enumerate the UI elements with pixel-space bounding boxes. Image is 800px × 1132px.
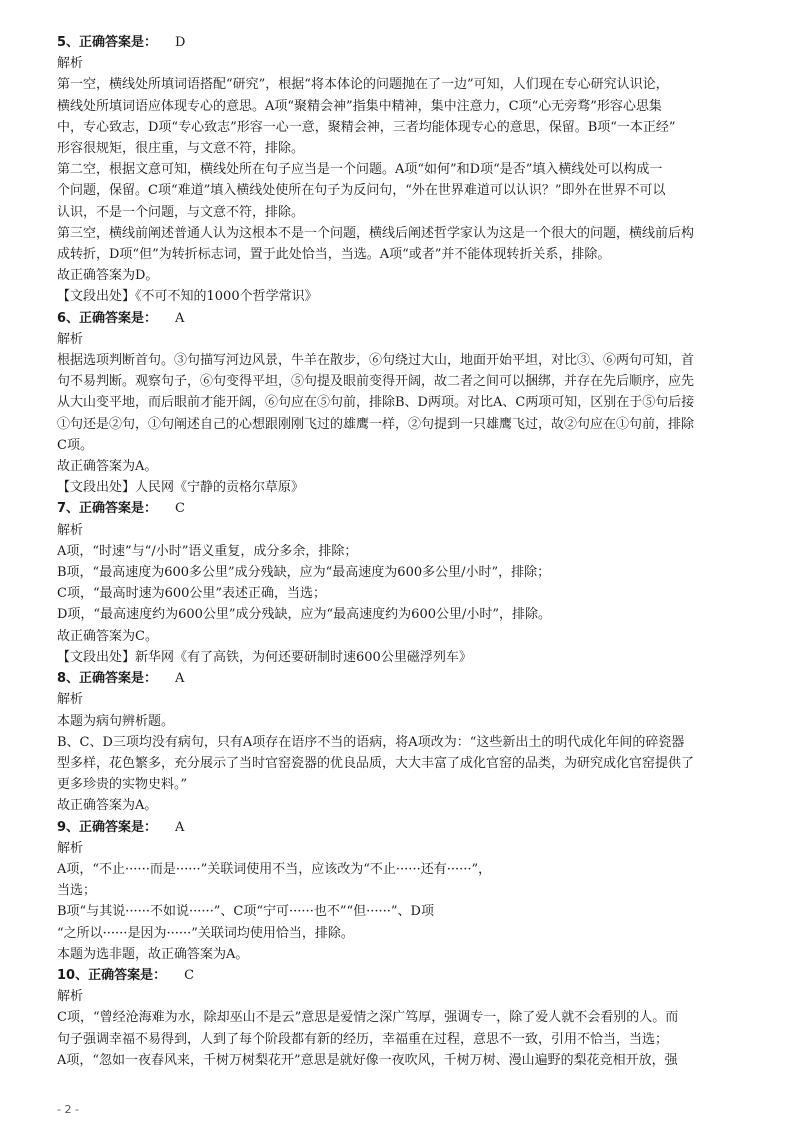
text-line: D项，“最高速度约为600公里”成分残缺，应为“最高速度约为600公里/小时”，排除。 [57, 607, 552, 623]
answer-heading-label: 6、正确答案是： [57, 310, 158, 326]
text-line: A项，“不止······而是······”关联词使用不当，应该改为“不止······还有······”， [57, 861, 492, 877]
answer-heading [57, 498, 757, 519]
answer-letter: A [175, 310, 185, 326]
text-line: 故正确答案为A。 [57, 798, 158, 814]
text-line: 【文段出处】《不可不知的1000个哲学常识》 [57, 289, 318, 305]
answer-heading-label: 7、正确答案是： [57, 501, 158, 517]
text-line: 故正确答案为A。 [57, 459, 158, 475]
answer-letter: C [184, 967, 195, 983]
analysis-label: 解析 [57, 331, 84, 347]
analysis-label: 解析 [57, 989, 84, 1005]
text-line: 第二空，根据文意可知，横线处所在句子应当是一个问题。A项“如何”和D项“是否”填入横线处可以构成一 [57, 162, 663, 178]
text-line: 句不易判断。观察句子，⑥句变得平坦，⑤句提及眼前变得开阔，故二者之间可以捆绑，并存在先后顺序，应先 [57, 374, 695, 390]
text-line: ①句还是②句，①句阐述自己的心想跟刚刚飞过的雄鹰一样，②句提到一只雄鹰飞过，故②句应在①句前，排除 [57, 416, 695, 432]
answer-letter: C [175, 501, 185, 517]
answer-heading [57, 32, 757, 53]
text-line: C项，“曾经沧海难为水，除却巫山不是云”意思是爱情之深广笃厚，强调专一，除了爱人就不会看别的人。而 [57, 1010, 679, 1026]
analysis-label: 解析 [57, 56, 84, 72]
text-line: 成转折，D项“但”为转折标志词，置于此处恰当，当选。A项“或者”并不能体现转折关系，排除。 [57, 247, 611, 263]
answer-letter: A [175, 671, 185, 687]
answer-heading [57, 817, 757, 838]
text-line: 故正确答案为D。 [57, 268, 159, 284]
answer-heading [57, 965, 757, 986]
text-line: 从大山变平地，而后眼前才能开阔，⑥句应在⑤句前，排除B、D两项。对比A、C两项可知，区别在于⑤句后接 [57, 395, 695, 411]
text-line: 句子强调幸福不易得到，人到了每个阶段都有新的经历，幸福重在过程，意思不一致，引用不恰当，当选； [57, 1031, 669, 1047]
text-line: C项。 [57, 437, 93, 453]
text-line: B、C、D三项均没有病句，只有A项存在语序不当的语病，将A项改为：“这些新出土的明代成化年间的碎瓷器 [57, 734, 685, 750]
text-line: B项“与其说······不如说······”、C项“宁可······也不”“但······”、D项 [57, 904, 434, 920]
text-line: A项，“忽如一夜春风来，千树万树梨花开”意思是就好像一夜吹风，千树万树、漫山遍野的梨花竞相开放，强 [57, 1052, 678, 1068]
answer-letter: D [175, 35, 186, 50]
text-line: “之所以······是因为······”关联词均使用恰当，排除。 [57, 925, 354, 941]
text-line: 故正确答案为C。 [57, 628, 158, 644]
text-line: 【文段出处】人民网《宁静的贡格尔草原》 [57, 480, 305, 496]
page-number: - 2 - [57, 1103, 79, 1116]
text-line: 本题为选非题，故正确答案为A。 [57, 946, 249, 962]
text-line: 【文段出处】新华网《有了高铁，为何还要研制时速600公里磁浮列车》 [57, 649, 472, 665]
text-line: 中，专心致志，D项“专心致志”形容一心一意，聚精会神，三者均能体现专心的意思，保留。B项“一本正经” [57, 119, 676, 135]
text-line: 当选； [57, 883, 97, 899]
text-line: 第一空，横线处所填词语搭配“研究”，根据“将本体论的问题抛在了一边”可知，人们现在专心研究认识论， [57, 77, 669, 93]
text-line: 本题为病句辨析题。 [57, 713, 175, 729]
text-line: 型多样，花色繁多，充分展示了当时官窑瓷器的优良品质，大大丰富了成化官窑的品类，为研究成化官窑提供了 [57, 755, 695, 771]
answer-heading-label: 10、正确答案是： [57, 967, 167, 983]
answer-heading-label: 8、正确答案是： [57, 671, 158, 687]
answer-heading [57, 308, 757, 329]
analysis-label: 解析 [57, 840, 84, 856]
text-line: 形容很规矩，很庄重，与文意不符，排除。 [57, 141, 305, 157]
text-line: 认识，不是一个问题，与文意不符，排除。 [57, 204, 305, 220]
text-line: 个问题，保留。C项“难道”填入横线处使所在句子为反问句，“外在世界难道可以认识？”即外在世界不可以 [57, 183, 666, 199]
answer-heading-label: 9、正确答案是： [57, 819, 158, 835]
analysis-label: 解析 [57, 692, 84, 708]
answer-letter: A [175, 819, 185, 835]
text-line: B项，“最高速度为600多公里”成分残缺，应为“最高速度为600多公里/小时”，排除； [57, 565, 551, 581]
text-line: 第三空，横线前阐述普通人认为这根本不是一个问题，横线后阐述哲学家认为这是一个很大的问题，横线前后构 [57, 225, 695, 241]
text-line: 更多珍贵的实物史料。” [57, 777, 188, 793]
text-line: A项，“时速”与“/小时”语义重复，成分多余，排除； [57, 543, 358, 559]
answer-heading [57, 668, 757, 689]
answer-heading-label: 5、正确答案是： [57, 35, 158, 50]
text-line: 横线处所填词语应体现专心的意思。A项“聚精会神”指集中精神，集中注意力，C项“心无旁骛”形容心思集 [57, 98, 662, 114]
document-body [57, 32, 757, 1071]
text-line: C项，“最高时速为600公里”表述正确，当选； [57, 586, 327, 602]
text-line: 根据选项判断首句。③句描写河边风景，牛羊在散步，⑥句绕过大山，地面开始平坦，对比③、⑥两句可知，首 [57, 353, 695, 369]
analysis-label: 解析 [57, 522, 84, 538]
